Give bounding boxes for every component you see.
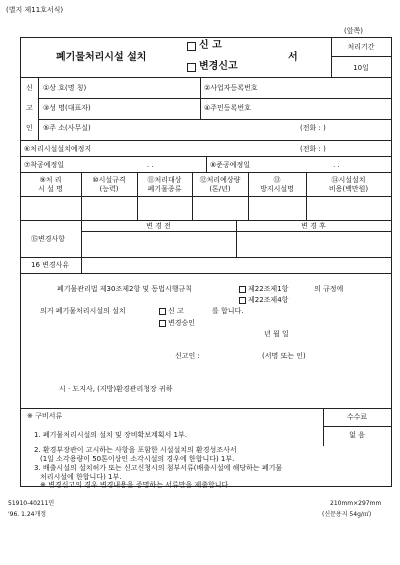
addressee: 시 · 도지사, (지방)환경관리청장 귀하 xyxy=(59,385,173,393)
office-address-label: ⑤주 소(사무실) xyxy=(43,124,91,132)
clause-4-checkbox[interactable] xyxy=(239,297,246,304)
change-report-option-label: 변경신고 xyxy=(199,61,238,72)
col-facility-name-2: 시 설 명 xyxy=(38,185,63,193)
form-code: 51910-40211민 xyxy=(8,500,55,507)
col-facility-name-1: ⑨처 리 xyxy=(39,176,62,184)
required-doc-3-line1: 3. 배출시설의 설치허가 또는 신고신청시의 첨부서류(배출시설에 해당하는 폐기물 xyxy=(34,464,283,472)
report-checkbox[interactable] xyxy=(187,42,196,51)
col-cost-2: 비용(백만원) xyxy=(328,185,369,193)
completion-date: . . xyxy=(333,161,340,169)
col-prevention-2: 방지시설명 xyxy=(260,185,294,193)
clause-4-label: 제22조제4항 xyxy=(248,296,289,304)
form-number: (별지 제11호서식) xyxy=(6,6,64,14)
change-report-checkbox[interactable] xyxy=(187,63,196,72)
col-volume-2: (톤/년) xyxy=(209,185,231,193)
required-doc-2-line1: 2. 환경부장관이 고시하는 사항을 포함한 시설설치의 환경성조사서 xyxy=(34,446,237,454)
business-reg-number-label: ②사업자등록번호 xyxy=(204,84,258,92)
processing-period-label: 처리기간 xyxy=(347,43,375,51)
change-approval-label: 변경승인 xyxy=(168,319,196,327)
report-option-label: 신 고 xyxy=(199,40,222,51)
declaration-closing-text: 를 합니다. xyxy=(212,307,244,315)
form-title-suffix: 서 xyxy=(288,52,298,63)
trade-name-label: ①상 호(명 칭) xyxy=(43,84,87,92)
signature-or-seal: (서명 또는 인) xyxy=(262,352,306,360)
clause-1-label: 제22조제1항 xyxy=(248,285,289,293)
fee-value: 없 음 xyxy=(349,431,365,439)
change-report-note: ※ 변경신고의 경우 변경내용을 증명하는 서류만을 제출합니다. xyxy=(40,481,231,489)
after-change-header: 변 경 후 xyxy=(301,222,326,230)
facility-site-label: ⑥처리시설설치예정지 xyxy=(24,145,92,153)
declaration-law-suffix: 의 규정에 xyxy=(314,285,344,293)
applicant-signature-label: 신고인 : xyxy=(175,352,200,360)
required-doc-2-line2: (1일 소각용량이 50톤이상인 소각시설의 경우에 한합니다) 1부. xyxy=(40,455,235,463)
form-title: 폐기물처리시설 설치 xyxy=(56,52,147,63)
revision-date: '96. 1.24개정 xyxy=(8,511,47,518)
col-prevention-1: ⑬ xyxy=(273,176,281,184)
col-waste-type-2: 폐기물종류 xyxy=(147,185,182,193)
before-change-header: 변 경 전 xyxy=(146,222,171,230)
required-doc-3-line2: 처리시설에 한합니다) 1부. xyxy=(40,473,122,481)
declaration-date: 년 월 일 xyxy=(264,330,289,338)
completion-label: ⑧준공예정일 xyxy=(210,161,251,169)
report-type-checkbox[interactable] xyxy=(159,308,166,315)
required-doc-1: 1. 폐기물처리시설의 설치 및 장비확보계획서 1부. xyxy=(34,431,187,439)
report-type-label: 신 고 xyxy=(168,307,184,315)
paper-spec: (신문용지 54g/㎡) xyxy=(322,511,372,518)
change-approval-checkbox[interactable] xyxy=(159,320,166,327)
applicant-char-3: 인 xyxy=(26,124,33,132)
change-details-label: ⑮변경사항 xyxy=(31,235,66,243)
required-docs-title: ※ 구비서류 xyxy=(27,412,63,420)
col-volume-1: ⑫처리예상량 xyxy=(199,176,241,184)
change-reason-label: 16 변경사유 xyxy=(31,261,70,269)
declaration-installation-text: 의거 폐기물처리시설의 설치 xyxy=(40,307,126,315)
col-cost-1: ⑭시설설치 xyxy=(331,176,366,184)
processing-period-value: 10일 xyxy=(353,64,369,72)
resident-reg-number-label: ④주민등록번호 xyxy=(204,104,251,112)
facility-site-phone-label: (전화 : ) xyxy=(300,145,326,153)
applicant-char-1: 신 xyxy=(26,84,33,92)
construction-start-label: ⑦착공예정일 xyxy=(24,161,65,169)
representative-name-label: ③성 명(대표자) xyxy=(43,104,91,112)
paper-size: 210mm×297mm xyxy=(330,500,382,507)
col-spec-1: ⑩시설규격 xyxy=(92,176,126,184)
col-waste-type-1: ⑪처리대상 xyxy=(147,176,182,184)
fee-label: 수수료 xyxy=(346,413,368,421)
clause-1-checkbox[interactable] xyxy=(239,286,246,293)
office-phone-label: (전화 : ) xyxy=(300,124,326,132)
page-side-label: (앞쪽) xyxy=(344,27,363,35)
col-spec-2: (능력) xyxy=(99,185,119,193)
declaration-law-text: 폐기물관리법 제30조제2항 및 동법시행규칙 xyxy=(57,285,192,293)
applicant-char-2: 고 xyxy=(26,104,33,112)
construction-start-date: . . xyxy=(147,161,154,169)
